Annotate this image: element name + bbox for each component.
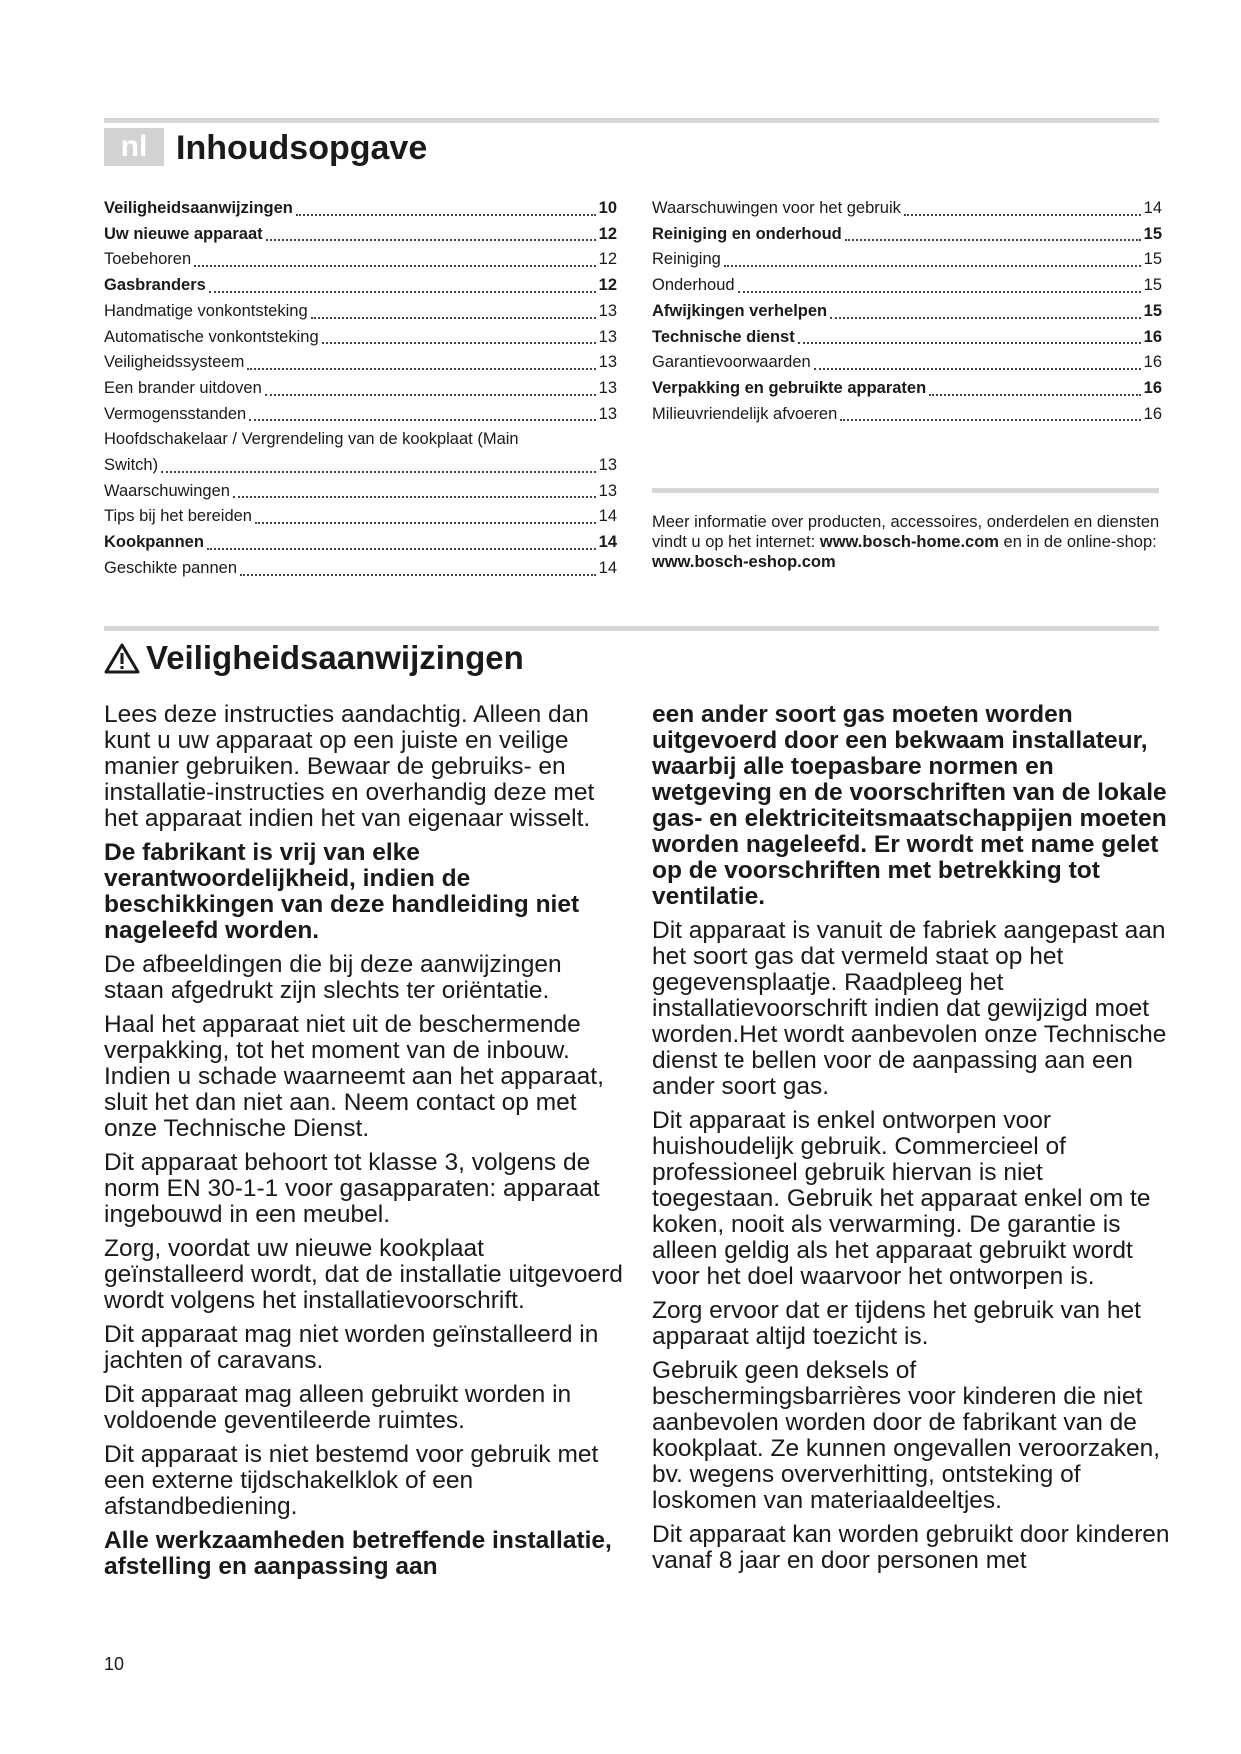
toc-entry[interactable] — [104, 222, 617, 248]
leader-dots — [830, 317, 1141, 319]
paragraph: Haal het apparaat niet uit de beschermende verpakking, tot het moment van de inbouw. Indien u schade waarneemt aan het apparaat, sluit het dan niet aan. Neem contact op met onze Technische Dienst. — [104, 1011, 604, 1142]
section-heading — [104, 636, 524, 680]
toc-entry-page: 12 — [598, 250, 617, 269]
paragraph: Dit apparaat behoort tot klasse 3, volgens de norm EN 30-1-1 voor gasapparaten: apparaat ingebouwd in een meubel. — [104, 1149, 600, 1228]
paragraph: Dit apparaat is niet bestemd voor gebruik met een externe tijdschakelklok of een afstandbediening. — [104, 1441, 599, 1520]
toc-entry-title: Gasbranders — [104, 276, 206, 295]
warning-paragraph: een ander soort gas moeten worden uitgevoerd door een bekwaam installateur, waarbij alle toepasbare normen en wetgeving en de voorschriften van de lokale gas- en elektriciteitsmaatschappijen moeten worden nageleefd. Er wordt met name gelet op de voorschriften met betrekking tot ventilatie. — [652, 701, 1167, 910]
toc-entry[interactable] — [104, 376, 617, 402]
paragraph: Zorg, voordat uw nieuwe kookplaat geïnstalleerd wordt, dat de installatie uitgevoerd wordt volgens het installatievoorschrift. — [104, 1235, 623, 1314]
leader-dots — [255, 522, 596, 524]
toc-entry-title: Onderhoud — [652, 276, 735, 295]
paragraph: Dit apparaat mag niet worden geïnstalleerd in jachten of caravans. — [104, 1321, 599, 1374]
toc-entry-title: Uw nieuwe apparaat — [104, 224, 263, 243]
toc-entry-page: 13 — [598, 404, 617, 423]
leader-dots — [265, 394, 596, 396]
toc-entry-title: Een brander uitdoven — [104, 378, 262, 397]
toc-entry[interactable] — [104, 350, 617, 376]
toc-entry[interactable] — [104, 196, 617, 222]
leader-dots — [233, 496, 596, 498]
toc-entry-page: 15 — [1143, 301, 1162, 320]
toc-entry-page: 13 — [598, 456, 617, 475]
toc-entry-page: 12 — [598, 276, 617, 295]
leader-dots — [322, 342, 596, 344]
toc-entry[interactable] — [104, 530, 617, 556]
toc-entry-title: Vermogensstanden — [104, 404, 247, 423]
leader-dots — [161, 471, 596, 473]
toc-entry[interactable] — [104, 427, 617, 478]
paragraph: Zorg ervoor dat er tijdens het gebruik van het apparaat altijd toezicht is. — [652, 1297, 1141, 1350]
toc-entry-page: 15 — [1143, 250, 1162, 269]
toc-entry[interactable] — [652, 376, 1162, 402]
info-text-2: en in de online-shop: — [998, 533, 1157, 551]
toc-entry[interactable] — [104, 402, 617, 428]
body-left-column — [104, 702, 624, 1588]
toc-entry-title-cont: Switch) — [104, 456, 159, 475]
section-divider — [104, 626, 1159, 631]
leader-dots — [738, 291, 1141, 293]
toc-entry[interactable] — [104, 273, 617, 299]
warning-paragraph: Alle werkzaamheden betreffende installatie, afstelling en aanpassing aan — [104, 1527, 612, 1580]
toc-entry-page: 12 — [598, 224, 617, 243]
toc-entry-title: Reiniging — [652, 250, 721, 269]
toc-entry-page: 13 — [598, 481, 617, 500]
leader-dots — [209, 291, 596, 293]
website-link[interactable]: www.bosch-home.com — [819, 533, 999, 551]
toc-entry-title: Veiligheidssysteem — [104, 353, 245, 372]
leader-dots — [296, 214, 596, 216]
toc-entry-title: Afwijkingen verhelpen — [652, 301, 828, 320]
paragraph: Dit apparaat mag alleen gebruikt worden in voldoende geventileerde ruimtes. — [104, 1381, 572, 1434]
toc-entry-page: 16 — [1143, 327, 1162, 346]
toc-entry[interactable] — [652, 299, 1162, 325]
toc-entry[interactable] — [652, 402, 1162, 428]
leader-dots — [247, 368, 595, 370]
toc-entry-title: Veiligheidsaanwijzingen — [104, 199, 293, 217]
leader-dots — [311, 317, 596, 319]
leader-dots — [724, 265, 1141, 267]
leader-dots — [814, 368, 1141, 370]
paragraph: Dit apparaat is enkel ontworpen voor huishoudelijk gebruik. Commercieel of professioneel gebruik hiervan is niet toegestaan. Gebruik het apparaat enkel om te koken, nooit als verwarming. De garantie is alleen geldig als het apparaat gebruikt wordt voor het doel waarvoor het ontworpen is. — [652, 1107, 1151, 1290]
leader-dots — [904, 214, 1141, 216]
eshop-link[interactable]: www.bosch-eshop.com — [652, 553, 836, 571]
toc-entry-page: 16 — [1143, 378, 1162, 397]
toc-right-column — [652, 196, 1162, 427]
toc-entry-title: Verpakking en gebruikte apparaten — [652, 378, 927, 397]
toc-entry[interactable] — [652, 222, 1162, 248]
toc-entry[interactable] — [104, 479, 617, 505]
toc-entry-page: 13 — [598, 327, 617, 346]
paragraph: Dit apparaat kan worden gebruikt door kinderen vanaf 8 jaar en door personen met — [652, 1521, 1170, 1574]
leader-dots — [207, 548, 596, 550]
paragraph: Gebruik geen deksels of beschermingsbarrières voor kinderen die niet aanbevolen worden door de fabrikant van de kookplaat. Ze kunnen ongevallen veroorzaken, bv. wegens oververhitting, ontsteking of loskomen van materiaaldeeltjes. — [652, 1357, 1161, 1514]
toc-entry[interactable] — [652, 196, 1162, 222]
toc-entry-page: 14 — [598, 533, 617, 552]
toc-entry-title: Hoofdschakelaar / Vergrendeling van de kookplaat (Main — [104, 430, 519, 449]
toc-entry-title: Geschikte pannen — [104, 558, 238, 577]
toc-entry[interactable] — [104, 556, 617, 582]
body-right-column — [652, 702, 1172, 1582]
toc-entry-page: 14 — [1143, 199, 1162, 217]
toc-entry-page: 15 — [1143, 224, 1162, 243]
leader-dots — [249, 419, 595, 421]
leader-dots — [266, 239, 596, 241]
toc-entry-page: 13 — [598, 353, 617, 372]
top-divider — [104, 118, 1159, 123]
toc-entry-title: Garantievoorwaarden — [652, 353, 811, 372]
toc-entry-page: 13 — [598, 301, 617, 320]
toc-entry[interactable] — [652, 273, 1162, 299]
toc-entry-title: Automatische vonkontsteking — [104, 327, 319, 346]
toc-entry[interactable] — [104, 299, 617, 325]
leader-dots — [840, 419, 1140, 421]
leader-dots — [929, 394, 1140, 396]
toc-entry-page: 16 — [1143, 404, 1162, 423]
toc-entry-title: Tips bij het bereiden — [104, 507, 252, 526]
language-tag: nl — [104, 128, 164, 166]
toc-entry-page: 13 — [598, 378, 617, 397]
toc-entry-title: Technische dienst — [652, 327, 795, 346]
toc-entry[interactable] — [652, 247, 1162, 273]
info-paragraph — [652, 512, 1162, 572]
toc-entry[interactable] — [104, 247, 617, 273]
paragraph: Dit apparaat is vanuit de fabriek aangepast aan het soort gas dat vermeld staat op het gegevensplaatje. Raadpleeg het installatievoorschrift indien dat gewijzigd moet worden.Het wordt aanbevolen onze Technische dienst te bellen voor de aanpassing aan een ander soort gas. — [652, 917, 1167, 1100]
paragraph: Lees deze instructies aandachtig. Alleen dan kunt u uw apparaat op een juiste en veilige manier gebruiken. Bewaar de gebruiks- en installatie-instructies en overhandig deze met het apparaat indien het van eigenaar wisselt. — [104, 701, 595, 832]
leader-dots — [240, 574, 596, 576]
toc-entry-page: 10 — [598, 199, 617, 217]
toc-entry-page: 14 — [598, 558, 617, 577]
toc-entry-title: Waarschuwingen voor het gebruik — [652, 199, 901, 217]
toc-entry-page: 14 — [598, 507, 617, 526]
toc-entry-title: Milieuvriendelijk afvoeren — [652, 404, 838, 423]
toc-entry-page: 16 — [1143, 353, 1162, 372]
toc-entry-page: 15 — [1143, 276, 1162, 295]
toc-entry-title: Toebehoren — [104, 250, 192, 269]
toc-entry[interactable] — [104, 504, 617, 530]
leader-dots — [798, 342, 1141, 344]
toc-entry-title: Handmatige vonkontsteking — [104, 301, 308, 320]
leader-dots — [194, 265, 595, 267]
toc-entry[interactable] — [104, 325, 617, 351]
warning-paragraph: De fabrikant is vrij van elke verantwoordelijkheid, indien de beschikkingen van deze handleiding niet nageleefd worden. — [104, 839, 580, 944]
toc-left-column — [104, 196, 617, 582]
leader-dots — [845, 239, 1141, 241]
section-title: Veiligheidsaanwijzingen — [146, 639, 524, 676]
toc-entry-title: Waarschuwingen — [104, 481, 230, 500]
toc-entry-title: Reiniging en onderhoud — [652, 224, 842, 243]
paragraph: De afbeeldingen die bij deze aanwijzingen staan afgedrukt zijn slechts ter oriëntatie. — [104, 951, 562, 1004]
toc-entry[interactable] — [652, 350, 1162, 376]
toc-entry[interactable] — [652, 325, 1162, 351]
page-number: 10 — [104, 1654, 125, 1674]
info-text-1: Meer informatie over producten, accessoires, onderdelen en diensten vindt u op het internet: — [652, 513, 1160, 551]
warning-triangle-icon — [104, 642, 140, 674]
toc-title: Inhoudsopgave — [176, 129, 428, 167]
toc-entry-title: Kookpannen — [104, 533, 204, 552]
info-divider — [652, 488, 1159, 493]
